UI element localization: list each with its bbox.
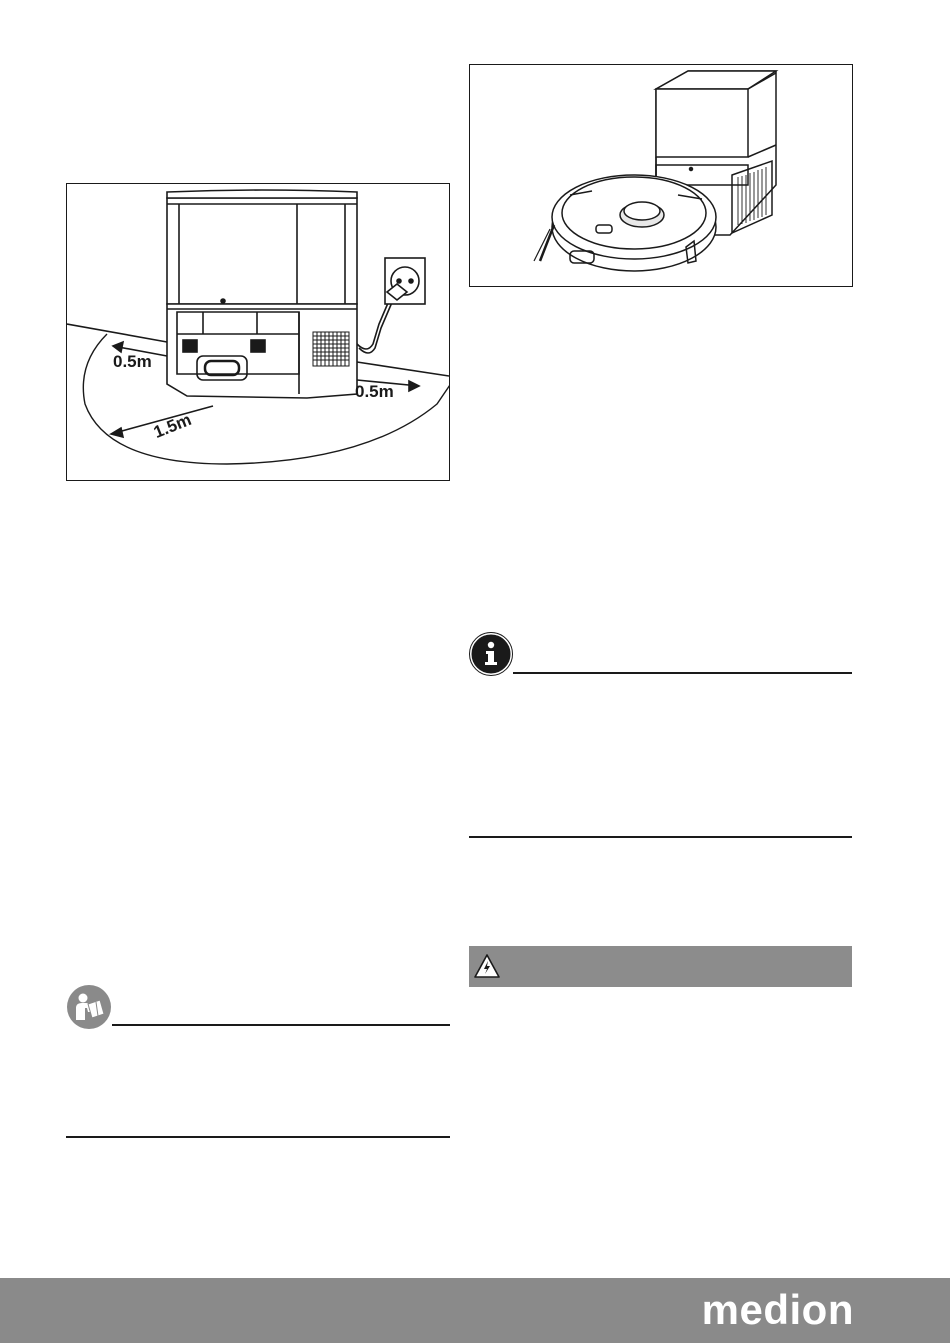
label-right-clearance: 0.5m (355, 382, 394, 401)
info-note-top-rule (513, 672, 852, 674)
robot-docked-figure (469, 64, 853, 287)
read-manual-icon (66, 984, 112, 1030)
manual-note-top-rule (112, 1024, 450, 1026)
station-placement-illustration (67, 184, 449, 480)
info-icon (469, 632, 513, 676)
station-placement-figure (66, 183, 450, 481)
info-note-bottom-rule (469, 836, 852, 838)
robot-docked-illustration (470, 65, 852, 286)
medion-logo: medion (701, 1286, 854, 1333)
manual-note-bottom-rule (66, 1136, 450, 1138)
label-left-clearance: 0.5m (113, 352, 152, 371)
label-front-clearance: 1.5m (150, 409, 194, 443)
warning-bar (469, 946, 852, 987)
electric-warning-icon (473, 953, 501, 979)
page-footer (0, 1278, 950, 1343)
